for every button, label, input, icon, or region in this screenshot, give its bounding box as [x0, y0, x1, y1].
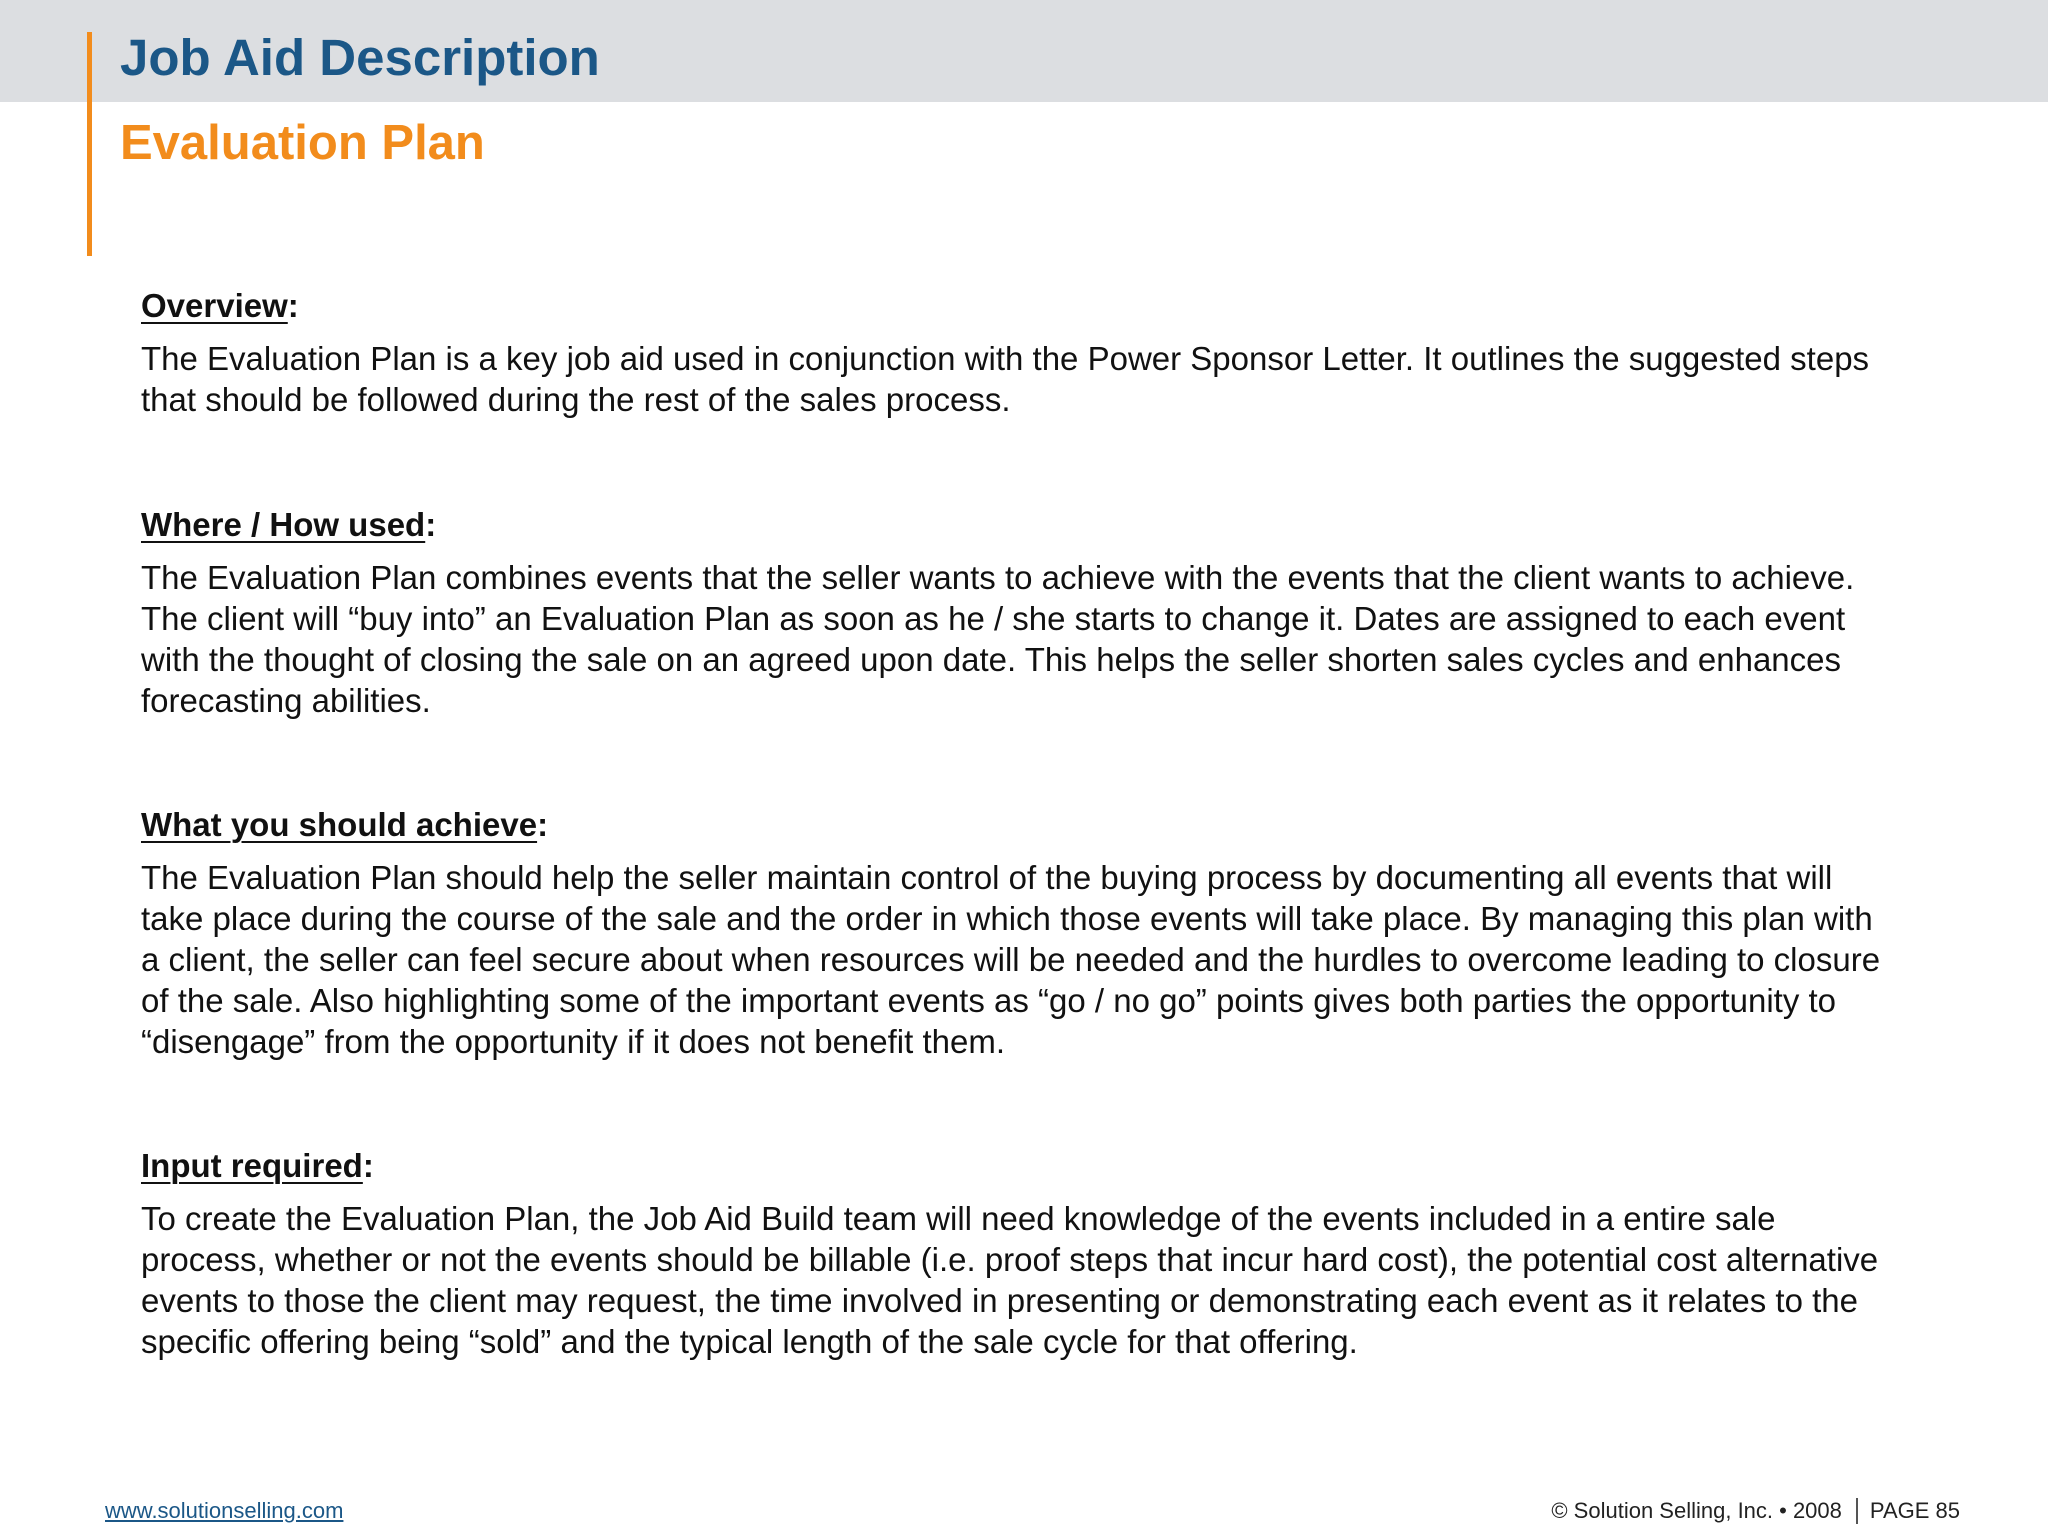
section-heading-label: Input required — [141, 1147, 363, 1184]
section-body: The Evaluation Plan is a key job aid used in conjunction with the Power Sponsor Letter. It outlines the suggested steps that should be followed during the rest of the sales process. — [141, 340, 1870, 418]
section-heading-label: Overview — [141, 287, 288, 324]
accent-bar — [87, 32, 92, 256]
section-body: The Evaluation Plan should help the seller maintain control of the buying process by documenting all events that will take place during the course of the sale and the order in which those events will take place. By managing this plan with a client, the seller can feel secure about when resources will be needed and the hurdles to overcome leading to closure of the sale. Also highlighting some of the important events as “go / no go” points gives both parties the opportunity to “disengage” from the opportunity if it does not benefit them. — [141, 859, 1881, 1060]
footer-divider — [1856, 1498, 1858, 1524]
section-heading: Where / How used: — [141, 506, 437, 543]
section-body: To create the Evaluation Plan, the Job Aid Build team will need knowledge of the events included in a entire sale process, whether or not the events should be billable (i.e. proof steps that incur hard cost), the potential cost alternative events to those the client may request, the time involved in presenting or demonstrating each event as it relates to the specific offering being “sold” and the typical length of the sale cycle for that offering. — [141, 1200, 1879, 1360]
section-input-required — [141, 1140, 1961, 1362]
footer-info — [1551, 1498, 1960, 1524]
page-subtitle: Evaluation Plan — [120, 116, 485, 170]
section-body: The Evaluation Plan combines events that the seller wants to achieve with the events that the client wants to achieve. The client will “buy into” an Evaluation Plan as soon as he / she starts to change it. Dates are assigned to each event with the thought of closing the sale on an agreed upon date. This helps the seller shorten sales cycles and enhances forecasting abilities. — [141, 559, 1855, 719]
copyright-text: © Solution Selling, Inc. • 2008 — [1551, 1498, 1842, 1523]
section-overview — [141, 280, 1961, 420]
section-where-how-used — [141, 499, 1961, 721]
section-heading-label: Where / How used — [141, 506, 426, 543]
section-heading: Overview: — [141, 287, 299, 324]
page-title: Job Aid Description — [120, 29, 600, 86]
section-heading: Input required: — [141, 1147, 374, 1184]
section-heading-label: What you should achieve — [141, 806, 538, 843]
section-what-you-should-achieve — [141, 799, 1961, 1062]
section-heading: What you should achieve: — [141, 806, 549, 843]
page-number: PAGE 85 — [1869, 1498, 1960, 1523]
website-link[interactable]: www.solutionselling.com — [105, 1498, 344, 1523]
